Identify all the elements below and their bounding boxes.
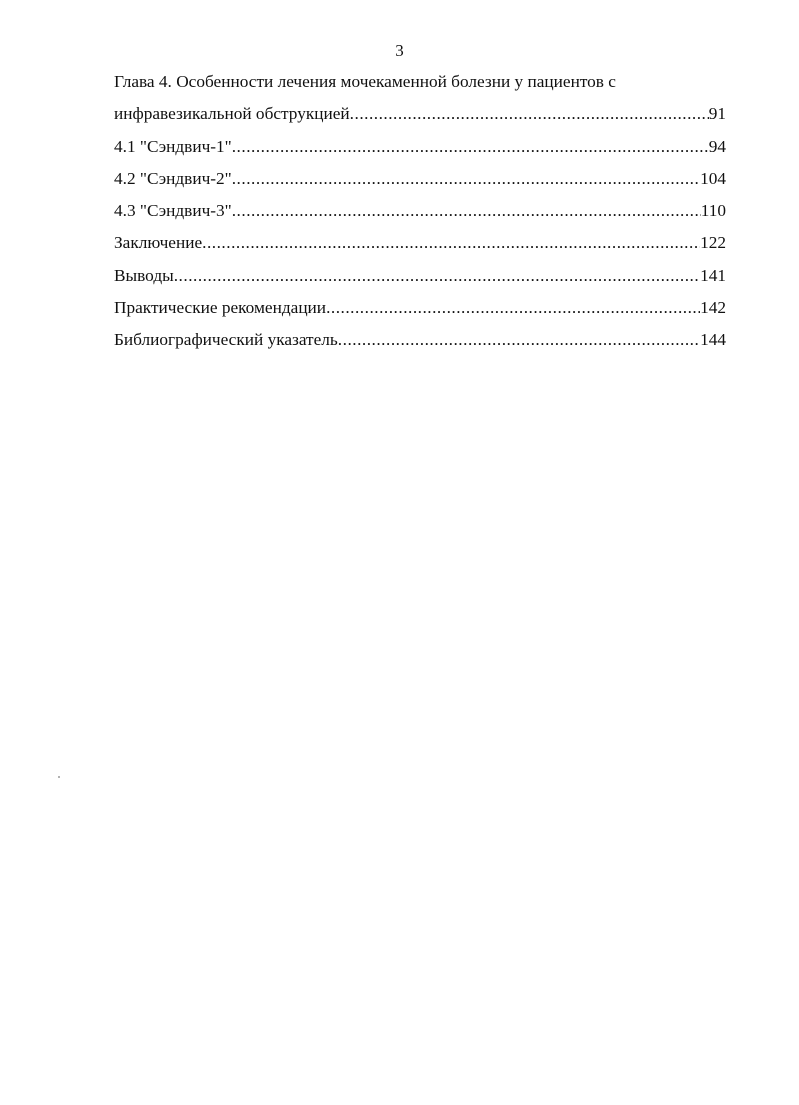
toc-entry-conclusion xyxy=(114,227,726,259)
toc-entry-page: 141 xyxy=(700,265,726,285)
table-of-contents xyxy=(114,66,726,357)
toc-entry-page: 104 xyxy=(700,168,726,188)
dot-leader xyxy=(174,260,700,292)
dot-leader xyxy=(202,227,700,259)
toc-entry-findings xyxy=(114,260,726,292)
dot-leader xyxy=(232,195,701,227)
dot-leader xyxy=(350,98,709,130)
toc-entry-page: 94 xyxy=(708,136,726,156)
dot-leader xyxy=(232,163,700,195)
dot-leader xyxy=(232,131,709,163)
toc-entry-label: 4.2 "Сэндвич-2" xyxy=(114,168,232,188)
scan-speck xyxy=(58,776,60,778)
toc-chapter-4-title: Глава 4. Особенности лечения мочекаменной болезни у пациентов с xyxy=(114,72,616,91)
toc-entry-label: 4.3 "Сэндвич-3" xyxy=(114,201,232,221)
toc-entry-recommendations xyxy=(114,292,726,324)
toc-entry-4-1 xyxy=(114,131,726,163)
toc-entry-4-3 xyxy=(114,195,726,227)
toc-entry-bibliography xyxy=(114,324,726,356)
toc-entry-page: 91 xyxy=(708,104,726,124)
toc-entry-page: 144 xyxy=(700,330,726,350)
toc-entry-label: Библиографический указатель xyxy=(114,330,338,350)
toc-entry-chapter-4 xyxy=(114,98,726,130)
toc-entry-label: 4.1 "Сэндвич-1" xyxy=(114,136,232,156)
toc-entry-page: 142 xyxy=(700,298,726,318)
toc-entry-label: Практические рекомендации xyxy=(114,298,327,318)
toc-entry-label: Заключение xyxy=(114,233,203,253)
toc-entry-label: инфравезикальной обструкцией xyxy=(114,104,350,124)
dot-leader xyxy=(338,324,700,356)
toc-entry-4-2 xyxy=(114,163,726,195)
toc-entry-page: 110 xyxy=(700,201,726,221)
page-number: 3 xyxy=(395,41,404,60)
toc-entry-page: 122 xyxy=(700,233,726,253)
dot-leader xyxy=(326,292,700,324)
toc-entry-label: Выводы xyxy=(114,265,174,285)
